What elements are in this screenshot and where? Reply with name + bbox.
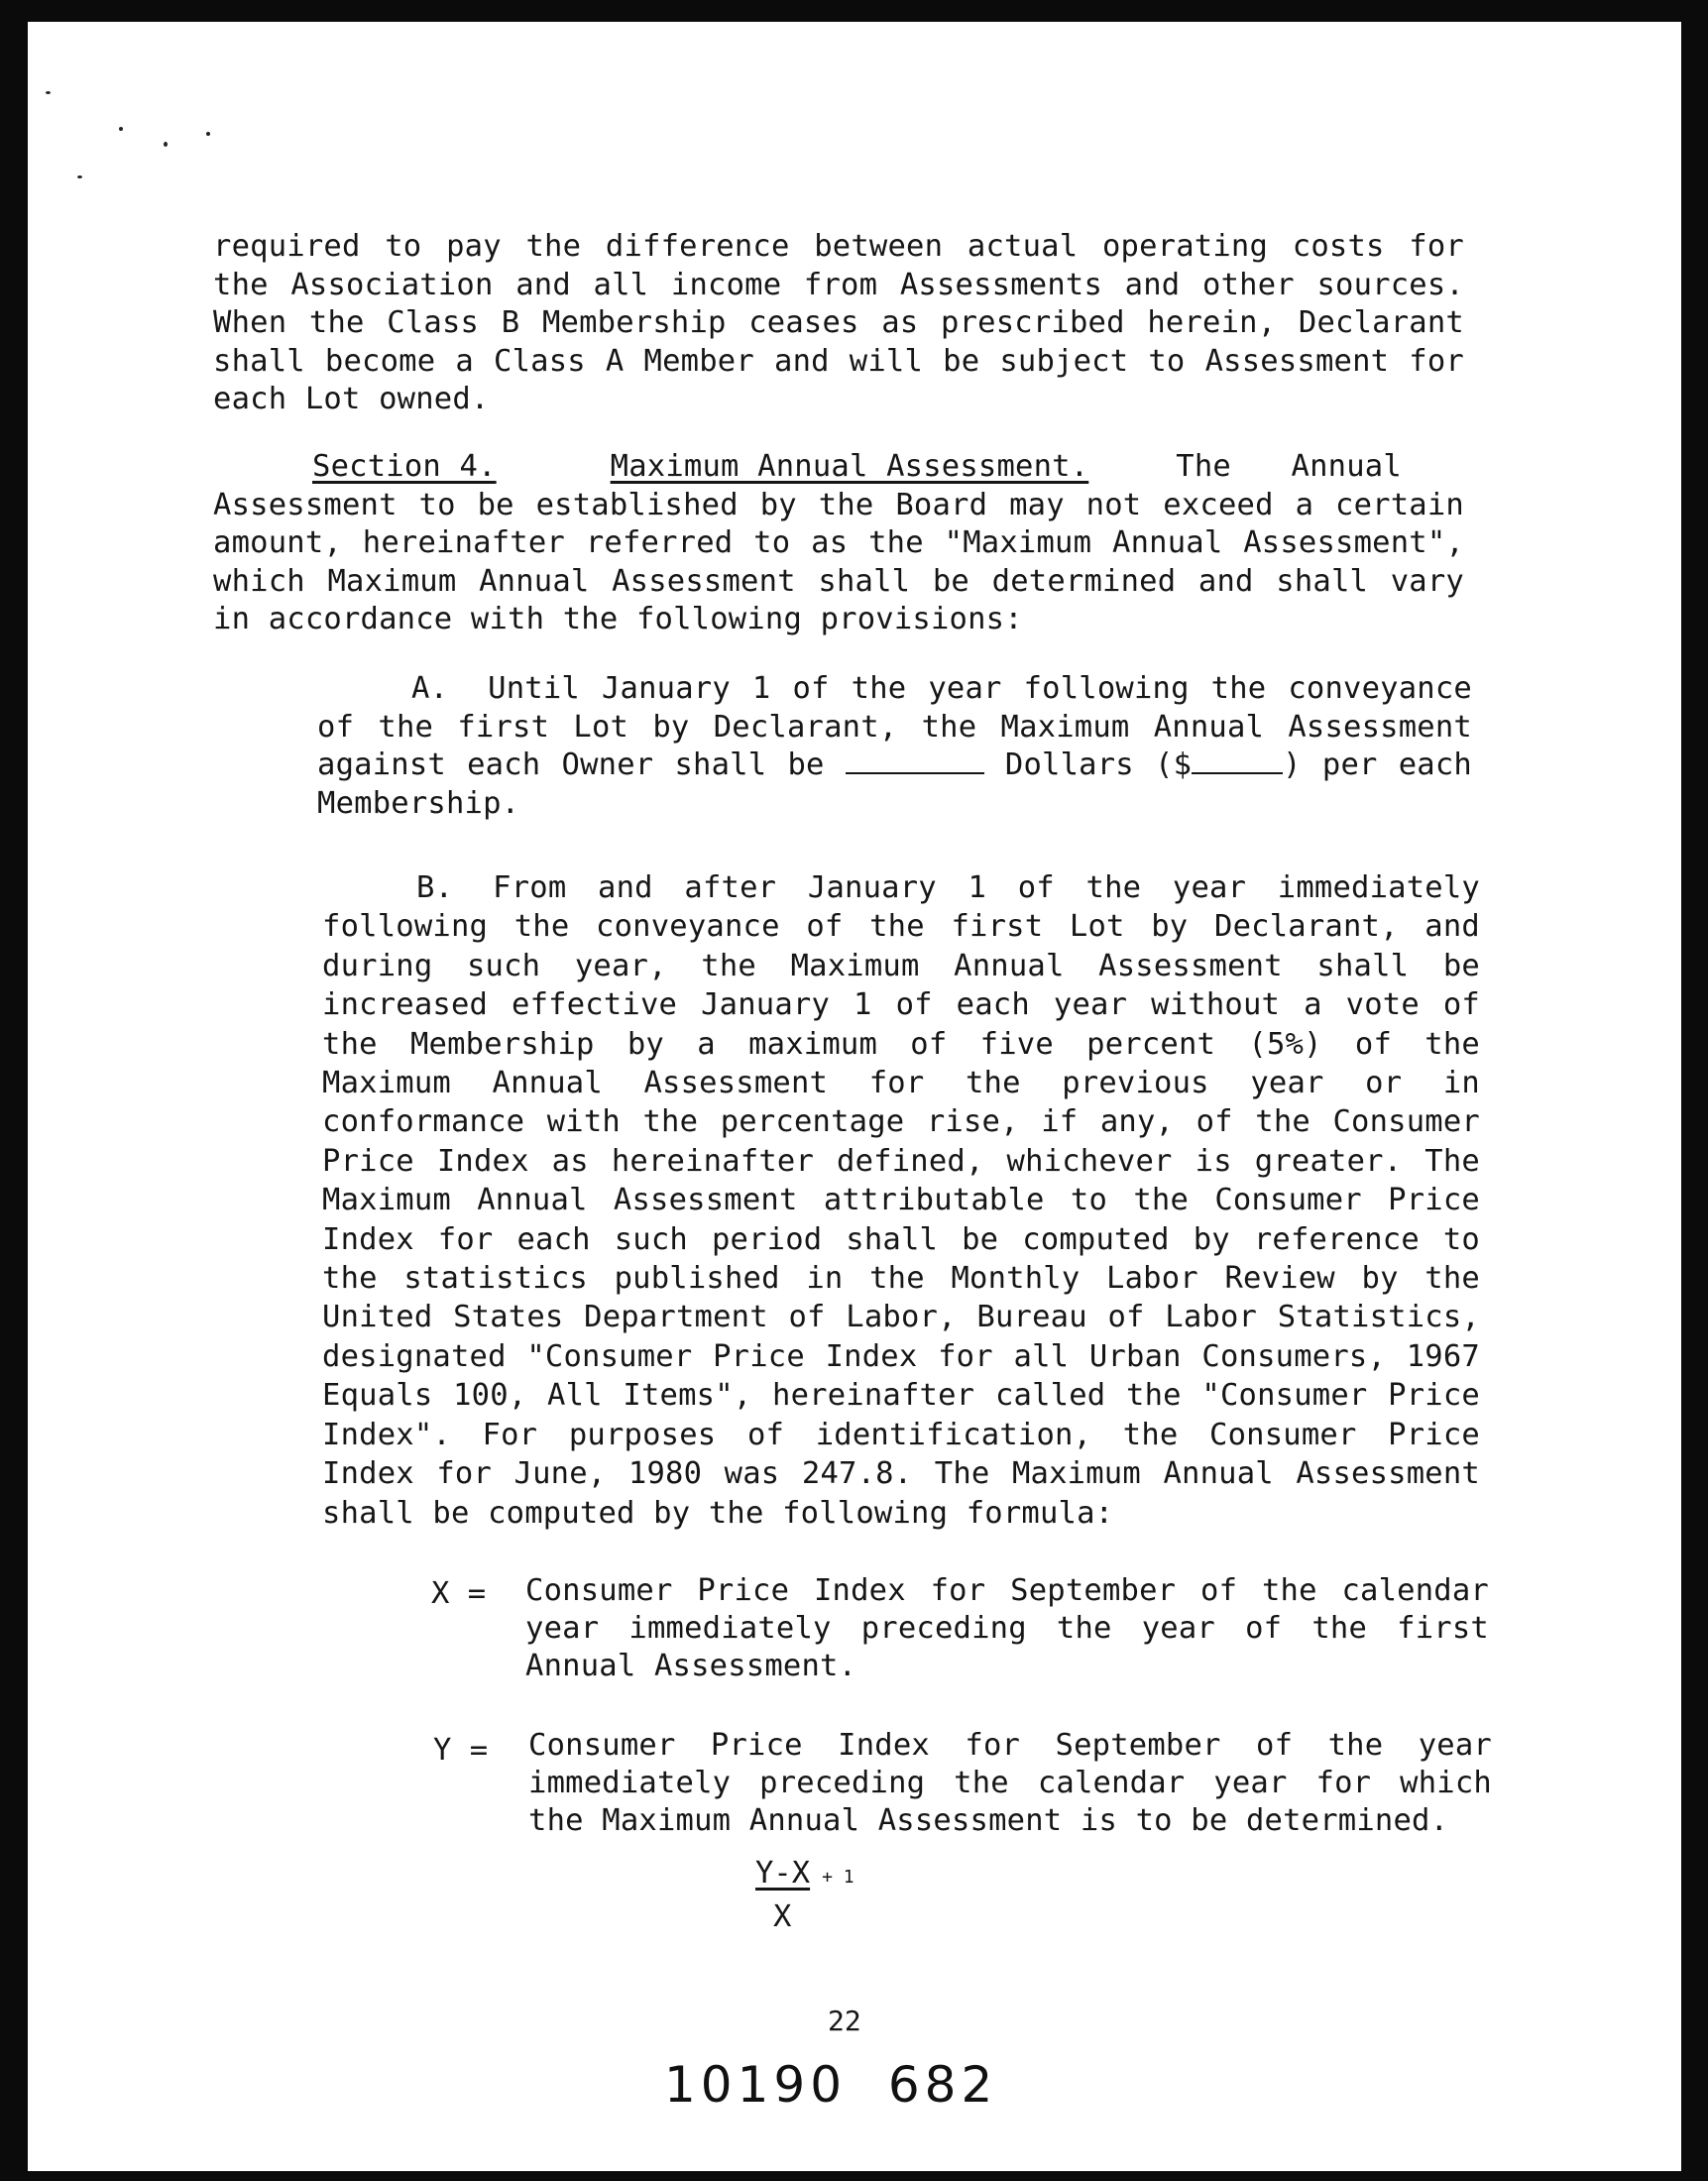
paragraph-a: [317, 670, 1472, 823]
intro-line: When the Class B Membership ceases as prescribed herein, Declarant: [213, 305, 1464, 341]
paragraph-a-line1: [317, 670, 1472, 709]
paragraph-b-line: Price Index as hereinafter defined, whichever is greater. The: [322, 1143, 1480, 1179]
paragraph-b-line: Equals 100, All Items", hereinafter called the "Consumer Price: [322, 1378, 1480, 1414]
formula-denominator: X: [773, 1899, 792, 1934]
section-4-line: which Maximum Annual Assessment shall be determined and shall vary: [213, 563, 1464, 599]
def-x-line: Consumer Price Index for September of the calendar: [525, 1573, 1489, 1608]
paragraph-b-line: the statistics published in the Monthly Labor Review by the: [322, 1261, 1480, 1297]
def-x-label: X =: [431, 1576, 487, 1611]
page-number: 22: [828, 2005, 861, 2037]
formula-numerator: Y-X: [755, 1856, 811, 1891]
scan-speck: [164, 142, 168, 147]
intro-line: the Association and all income from Assessments and other sources.: [213, 267, 1464, 302]
amount-blank-words: [846, 748, 984, 774]
paragraph-b-line: during such year, the Maximum Annual Assessment shall be: [322, 948, 1480, 983]
section-4-line: amount, hereinafter referred to as the "Maximum Annual Assessment",: [213, 525, 1464, 561]
paragraph-b-line: United States Department of Labor, Bureau of Labor Statistics,: [322, 1300, 1480, 1335]
def-y-text: [528, 1727, 1492, 1840]
paragraph-b-line: shall be computed by the following formula:: [322, 1495, 1114, 1531]
paragraph-a-line3: [317, 746, 1472, 785]
amount-blank-figure: [1192, 748, 1283, 774]
scan-speck: [46, 91, 51, 94]
paragraph-a-line: Membership.: [317, 785, 520, 821]
intro-line: shall become a Class A Member and will be subject to Assessment for: [213, 343, 1464, 379]
formula: [755, 1854, 854, 1937]
def-x-line: Annual Assessment.: [525, 1649, 857, 1683]
intro-paragraph: [213, 228, 1464, 419]
paragraph-b-line1-text: From and after January 1 of the year immediately: [493, 870, 1480, 905]
paragraph-b-line1: [322, 868, 1480, 907]
section-line1-rest: The Annual: [1176, 449, 1402, 484]
paragraph-a-line3-end: ) per each: [1283, 747, 1472, 783]
paragraph-b-line: Index for June, 1980 was 247.8. The Maximum Annual Assessment: [322, 1456, 1480, 1492]
scan-speck: [77, 175, 82, 178]
paragraph-b: [322, 868, 1480, 1533]
paragraph-b-label: B.: [416, 870, 454, 905]
paragraph-b-line: Index". For purposes of identification, the Consumer Price: [322, 1417, 1480, 1452]
paragraph-a-line1-text: Until January 1 of the year following the conveyance: [488, 671, 1472, 706]
scan-speck: [206, 132, 210, 136]
paragraph-b-line: Index for each such period shall be computed by reference to: [322, 1221, 1480, 1257]
paragraph-b-line: following the conveyance of the first Lot by Declarant, and: [322, 909, 1480, 945]
paragraph-b-line: conformance with the percentage rise, if any, of the Consumer: [322, 1104, 1480, 1140]
def-x-line: year immediately preceding the year of the first: [525, 1611, 1489, 1646]
def-x-text: [525, 1572, 1489, 1685]
paragraph-a-line3-middle: Dollars ($: [1004, 747, 1193, 783]
def-y-line: the Maximum Annual Assessment is to be determined.: [528, 1803, 1449, 1838]
scan-speck: [119, 127, 123, 131]
section-number: Section 4.: [312, 449, 497, 484]
section-4-line: in accordance with the following provisions:: [213, 602, 1023, 637]
paragraph-b-line: Maximum Annual Assessment for the previous year or in: [322, 1066, 1480, 1101]
paragraph-a-line: of the first Lot by Declarant, the Maximum Annual Assessment: [317, 709, 1472, 745]
paragraph-b-line: Maximum Annual Assessment attributable to the Consumer Price: [322, 1183, 1480, 1218]
section-4-line: Assessment to be established by the Board may not exceed a certain: [213, 487, 1464, 522]
paragraph-b-line: the Membership by a maximum of five percent (5%) of the: [322, 1026, 1480, 1062]
def-y-line: immediately preceding the calendar year for which: [528, 1766, 1492, 1800]
paragraph-a-label: A.: [411, 671, 449, 706]
document-number: 10190 682: [664, 2056, 998, 2114]
section-heading: Maximum Annual Assessment.: [610, 449, 1089, 484]
def-y-label: Y =: [433, 1733, 489, 1768]
paragraph-b-line: designated "Consumer Price Index for all Urban Consumers, 1967: [322, 1338, 1480, 1374]
paragraph-b-line: increased effective January 1 of each year without a vote of: [322, 987, 1480, 1023]
paragraph-a-line3-start: against each Owner shall be: [317, 747, 825, 783]
intro-line: required to pay the difference between actual operating costs for: [213, 229, 1464, 264]
intro-line: each Lot owned.: [213, 382, 490, 417]
section-4-paragraph: [213, 448, 1464, 639]
section-4-heading-line: [213, 448, 1464, 487]
formula-plus-one: + 1: [822, 1867, 854, 1888]
def-y-line: Consumer Price Index for September of the year: [528, 1728, 1492, 1763]
